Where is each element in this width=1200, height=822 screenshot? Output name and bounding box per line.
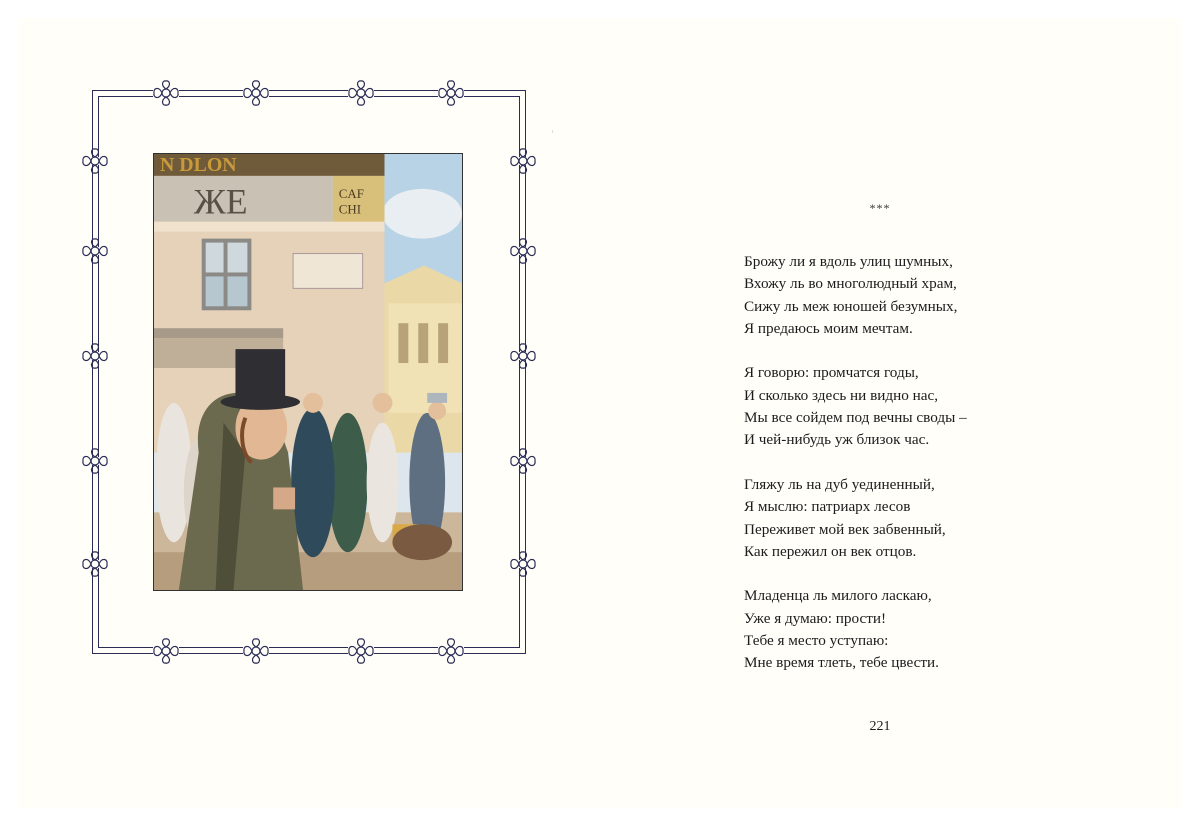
poem-line: Я предаюсь моим мечтам.	[744, 319, 913, 337]
cafe-sign-line1: CAF	[338, 185, 364, 201]
sign-top-text: N DLON	[159, 154, 237, 176]
watercolor-illustration	[153, 153, 463, 591]
facade-letters: ЖЕ	[193, 181, 248, 222]
poem-line: Мне время тлеть, тебе цвести.	[744, 654, 939, 672]
poem-line: Я мыслю: патриарх лесов	[744, 498, 911, 516]
stanza-separator: ***	[869, 201, 891, 215]
poem	[744, 251, 1044, 697]
poem-line: Гляжу ль на дуб уединенный,	[744, 475, 935, 493]
page-number: 221	[869, 719, 891, 734]
stanza	[744, 251, 1044, 340]
cafe-sign-line2: CHI	[338, 201, 362, 217]
stanza	[744, 362, 1044, 451]
poem-line: Младенца ль милого ласкаю,	[744, 587, 932, 605]
poem-line: Сижу ль меж юношей безумных,	[744, 297, 958, 315]
poem-line: Вхожу ль во многолюдный храм,	[744, 275, 957, 293]
fold-mark	[552, 130, 553, 133]
poem-line: И чей-нибудь уж близок час.	[744, 431, 930, 449]
street-scene-picture	[154, 154, 462, 590]
stanza	[744, 585, 1044, 674]
poem-line: Как пережил он век отцов.	[744, 542, 917, 560]
poem-line: Тебе я место уступаю:	[744, 632, 889, 650]
poem-line: Переживет мой век забвенный,	[744, 520, 946, 538]
poem-line: Брожу ли я вдоль улиц шумных,	[744, 253, 953, 270]
poem-line: Я говорю: промчатся годы,	[744, 364, 919, 382]
stanza	[744, 474, 1044, 563]
poem-line: Уже я думаю: прости!	[744, 609, 887, 627]
poem-line: И сколько здесь ни видно нас,	[744, 386, 939, 404]
poem-line: Мы все сойдем под вечны своды –	[744, 409, 967, 427]
